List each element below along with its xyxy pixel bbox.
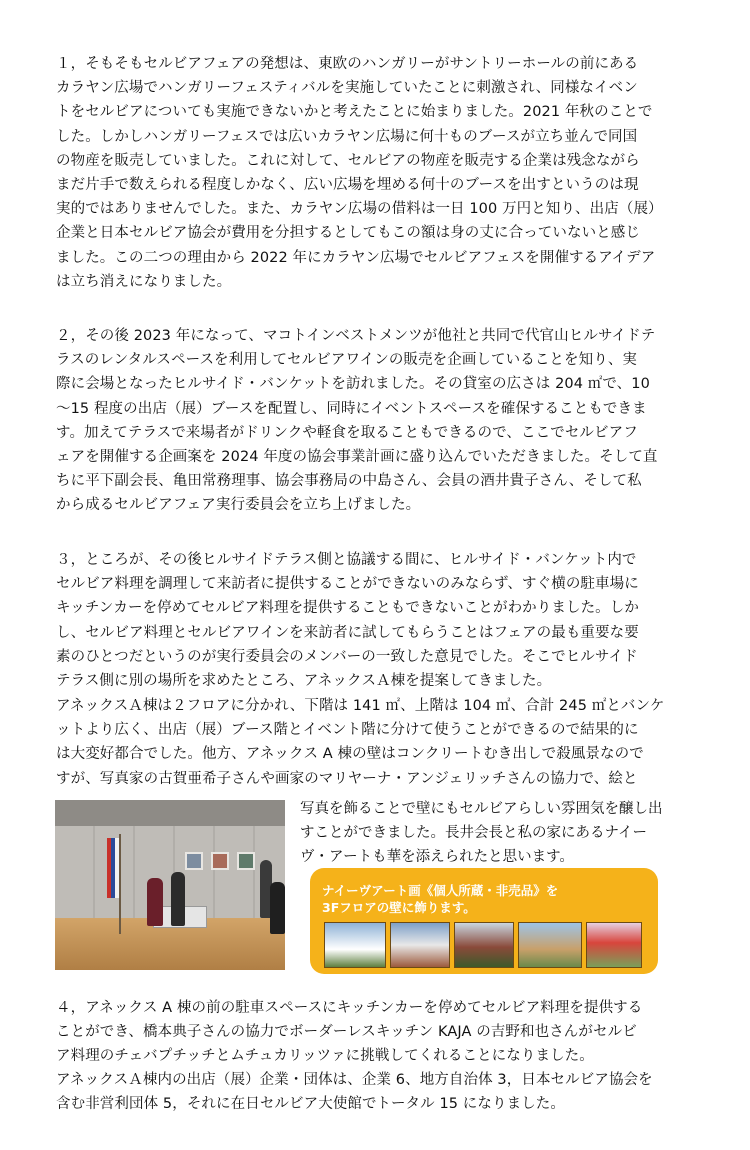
banner-caption	[322, 882, 558, 916]
naive-art-banner	[310, 868, 658, 974]
text-line: ことができ、橋本典子さんの協力でボーダーレスキッチン KAJA の吉野和也さんがセルビ	[56, 1024, 637, 1041]
performer-pianist	[147, 878, 163, 926]
text-line: から成るセルビアフェア実行委員会を立ち上げました。	[56, 497, 421, 514]
text-line: まだ片手で数えられる程度しかなく、広い広場を埋める何十のブースを出すというのは現	[56, 177, 639, 194]
text-line: の物産を販売していました。これに対して、セルビアの物産を販売する企業は残念ながら	[56, 152, 640, 169]
text-line: ヴ・アートも華を添えられたと思います。	[300, 849, 574, 866]
text-line: キッチンカーを停めてセルビア料理を提供することもできないことがわかりました。しか	[56, 600, 639, 617]
text-line: 素のひとつだというのが実行委員会のメンバーの一致した意見でした。そこでヒルサイド	[56, 648, 638, 665]
naive-painting	[454, 922, 514, 968]
text-line: 企業と日本セルビア協会が費用を分担するとしてもこの額は身の丈に合っていないと感じ	[56, 225, 640, 242]
naive-painting	[518, 922, 582, 968]
wall-artwork	[211, 852, 229, 870]
exhibitor-summary-paragraph	[56, 1068, 700, 1116]
text-line: カラヤン広場でハンガリーフェスティバルを実施していたことに刺激され、同様なイベン	[56, 80, 638, 97]
text-line: す。加えてテラスで来場者がドリンクや軽食を取ることもできるので、ここでセルビアフ	[56, 424, 638, 441]
text-line: テラス側に別の場所を求めたところ、アネックスＡ棟を提案してきました。	[56, 673, 552, 690]
wall-artwork	[185, 852, 203, 870]
text-line: は大変好都合でした。他方、アネックス A 棟の壁はコンクリートむき出しで殺風景なので	[56, 746, 644, 763]
text-line: アネックスＡ棟内の出店（展）企業・団体は、企業 6、地方自治体 3，日本セルビア協会を	[56, 1072, 653, 1088]
banner-caption-line: 3Fフロアの壁に飾ります。	[322, 900, 476, 915]
text-line: ア料理のチェバプチッチとムチュカリッツァに挑戦してくれることになりました。	[56, 1048, 594, 1065]
text-line: すが、写真家の古賀亜希子さんや画家のマリヤーナ・アンジェリッチさんの協力で、絵と	[56, 770, 638, 787]
naive-painting	[586, 922, 642, 968]
text-line: ３，ところが、その後ヒルサイドテラス側と協議する間に、ヒルサイド・バンケット内で	[56, 552, 637, 568]
text-line: １，そもそもセルビアフェアの発想は、東欧のハンガリーがサントリーホールの前にある	[56, 56, 639, 72]
text-line: した。しかしハンガリーフェスでは広いカラヤン広場に何十ものブースが立ち並んで同国	[56, 128, 638, 145]
photo-ceiling	[55, 800, 285, 826]
text-line: ットより広く、出店（展）ブース階とイベント階に分けて使うことができるので結果的に	[56, 722, 639, 739]
wall-artwork	[237, 852, 255, 870]
text-line: ラスのレンタルスペースを利用してセルビアワインの販売を企画していることを知り、実	[56, 352, 638, 369]
text-line: すことができました。長井会長と私の家にあるナイー	[300, 825, 647, 842]
concert-hall-photo	[55, 800, 285, 970]
performer-violinist	[171, 872, 185, 926]
text-line: ４，アネックス A 棟の前の駐車スペースにキッチンカーを停めてセルビア料理を提供する	[56, 1000, 643, 1016]
naive-painting	[324, 922, 386, 968]
text-line: ました。この二つの理由から 2022 年にカラヤン広場でセルビアフェスを開催するアイデア	[56, 249, 656, 266]
section-2-paragraph	[56, 324, 700, 518]
annex-paragraph	[56, 694, 700, 791]
text-line: ちに平下副会長、亀田常務理事、協会事務局の中島さん、会員の酒井貴子さん、そして私	[56, 473, 642, 490]
text-line: ェアを開催する企画案を 2024 年度の協会事業計画に盛り込んでいただきました。そして直	[56, 449, 658, 466]
text-line: 際に会場となったヒルサイド・バンケットを訪れました。その貸室の広さは 204 ㎡で、10	[56, 376, 650, 393]
section-3-paragraph	[56, 548, 700, 693]
flagpole	[119, 834, 121, 934]
photo-side-text	[300, 797, 700, 870]
section-4-paragraph	[56, 996, 700, 1069]
text-line: し、セルビア料理とセルビアワインを来訪者に試してもらうことはフェアの最も重要な要	[56, 624, 639, 641]
section-1-paragraph	[56, 52, 700, 294]
text-line: 含む非営利団体 5，それに在日セルビア大使館でトータル 15 になりました。	[56, 1096, 566, 1113]
text-line: 実的ではありませんでした。また、カラヤン広場の借料は一日 100 万円と知り、出店（展）	[56, 201, 663, 218]
naive-painting	[390, 922, 450, 968]
audience-member	[270, 882, 285, 934]
text-line: トをセルビアについても実施できないかと考えたことに始まりました。2021 年秋のことで	[56, 104, 653, 121]
text-line: は立ち消えになりました。	[56, 273, 232, 290]
serbian-flag	[107, 838, 119, 898]
text-line: ２，その後 2023 年になって、マコトインベストメンツが他社と共同で代官山ヒルサイドテ	[56, 328, 656, 344]
text-line: セルビア料理を調理して来訪者に提供することができないのみならず、すぐ横の駐車場に	[56, 576, 639, 593]
text-line: アネックスＡ棟は２フロアに分かれ、下階は 141 ㎡、上階は 104 ㎡、合計 245 ㎡とバンケ	[56, 698, 665, 714]
banner-caption-line: ナイーヴアート画《個人所蔵・非売品》を	[322, 883, 559, 898]
text-line: 写真を飾ることで壁にもセルビアらしい雰囲気を醸し出	[300, 801, 663, 817]
text-line: ～15 程度の出店（展）ブースを配置し、同時にイベントスペースを確保することもできま	[56, 400, 647, 417]
